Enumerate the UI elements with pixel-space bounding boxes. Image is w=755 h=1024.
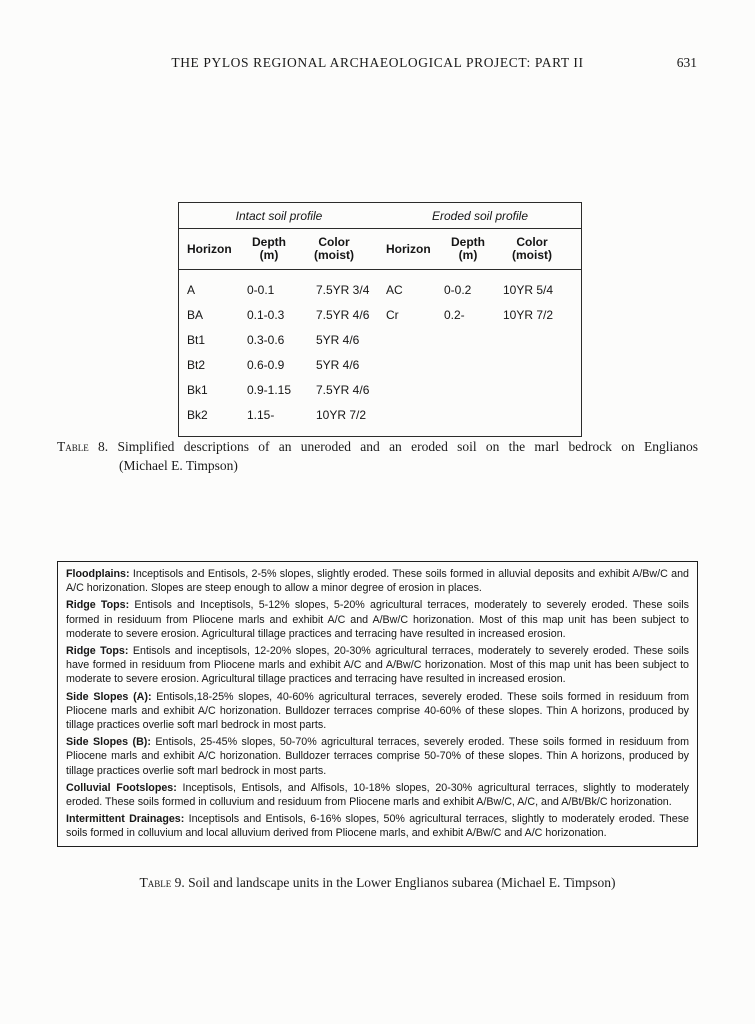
table8-column-header-depth-intact <box>235 236 303 262</box>
table8-column-header-color-eroded <box>499 236 581 262</box>
table8-caption <box>57 437 698 475</box>
unit-paragraph-floodplains <box>66 567 689 595</box>
unit-paragraph-side-slopes-b <box>66 735 689 778</box>
table8-body <box>179 270 581 436</box>
unit-term: Ridge Tops: <box>66 645 129 658</box>
cell-depth: 0.6-0.9 <box>247 357 285 372</box>
cell-horizon: Bk2 <box>187 407 208 422</box>
column-sublabel: (moist) <box>314 248 354 262</box>
cell-depth: 0-0.2 <box>444 282 472 297</box>
running-head-row <box>0 55 755 75</box>
unit-paragraph-colluvial-footslopes <box>66 781 689 809</box>
table8-caption-line1 <box>57 437 698 456</box>
table8-group-header-row <box>179 203 581 229</box>
unit-text: Entisols and inceptisols, 12-20% slopes, 20-30% agricultural terraces, moderately to severely eroded. These soils have formed in residuum from Pliocene marls and exhibit A/C and A/Bw/C horizonation. Most of this map unit has been subject to moderate to severe erosion. Agricultural tillage practices and terracing have resulted in increased erosion. <box>66 645 689 686</box>
table-9-box <box>57 561 698 847</box>
column-label: Horizon <box>187 241 232 256</box>
unit-text: Inceptisols, Entisols, and Alfisols, 10-18% slopes, 20-30% agricultural terraces, slightly to moderately eroded. These soils formed in colluvium and residuum from Pliocene marls and exhibit A/Bw/C, A/C, and A/Bt/Bk/C horizonation. <box>66 781 689 809</box>
unit-text: Entisols,18-25% slopes, 40-60% agricultural terraces, severely eroded. These soils formed in residuum from Pliocene marls and exhibit A/C horizonation. Bulldozer terraces comprise 40-60% of these slopes. Thin A horizons, produced by tillage practices overlie soft marl bedrock in most parts. <box>66 690 689 732</box>
unit-term: Colluvial Footslopes: <box>66 781 177 794</box>
cell-color: 5YR 4/6 <box>316 357 360 372</box>
unit-paragraph-ridge-tops-1 <box>66 598 689 641</box>
unit-paragraph-side-slopes-a <box>66 690 689 733</box>
table8-column-header-color-intact <box>303 236 379 262</box>
table8-caption-body: Simplified descriptions of an uneroded and an eroded soil on the marl bedrock on Englianos <box>117 439 698 454</box>
column-label: Depth <box>252 235 286 249</box>
cell-depth: 0.9-1.15 <box>247 382 292 397</box>
table8-caption-label: Table 8. <box>57 439 109 454</box>
column-label: Horizon <box>386 241 431 256</box>
column-sublabel: (m) <box>259 248 279 262</box>
cell-color: 7.5YR 4/6 <box>316 382 370 397</box>
table8-column-header-depth-eroded <box>437 236 499 262</box>
cell-depth: 0.3-0.6 <box>247 332 285 347</box>
table9-caption-body: Soil and landscape units in the Lower Englianos subarea (Michael E. Timpson) <box>188 875 616 890</box>
unit-text: Entisols and Inceptisols, 5-12% slopes, 5-20% agricultural terraces, moderately to severely eroded. These soils formed in residuum from Pliocene marls and exhibit A/C and A/Bw/C horizonation. Most of this map unit has been subject to moderate to severe erosion. Agricultural tillage practices and terracing have resulted in increased erosion. <box>66 599 689 640</box>
table9-caption-label: Table 9. <box>139 875 185 890</box>
table8-column-header-horizon-intact <box>179 243 235 256</box>
table-row <box>179 352 581 377</box>
table8-group-header-eroded: Eroded soil profile <box>431 208 529 223</box>
table-row <box>179 377 581 402</box>
column-label: Depth <box>451 235 485 249</box>
cell-horizon: Bk1 <box>187 382 208 397</box>
column-sublabel: (moist) <box>512 248 552 262</box>
cell-color: 7.5YR 4/6 <box>316 307 370 322</box>
cell-depth: 0.2- <box>444 307 465 322</box>
unit-paragraph-ridge-tops-2 <box>66 644 689 687</box>
table-row <box>179 302 581 327</box>
unit-term: Side Slopes (A): <box>66 690 152 703</box>
unit-text: Inceptisols and Entisols, 2-5% slopes, slightly eroded. These soils formed in alluvial deposits and exhibit A/Bw/C and A/C horizonation. Slopes are steep enough to allow a minor degree of erosion in places. <box>66 568 689 595</box>
cell-horizon: AC <box>386 282 403 297</box>
cell-depth: 0-0.1 <box>247 282 275 297</box>
table8-caption-credit: (Michael E. Timpson) <box>119 458 238 473</box>
column-label: Color <box>318 235 350 249</box>
page-number: 631 <box>676 55 697 70</box>
unit-text: Entisols, 25-45% slopes, 50-70% agricultural terraces, severely eroded. These soils formed in residuum from Pliocene marls and exhibit A/C horizonation. Bulldozer terraces comprise 50-70% of these slopes. Thin A horizons, produced by tillage practices overlie soft marl bedrock in most parts. <box>66 736 689 777</box>
column-label: Color <box>516 235 548 249</box>
cell-color: 10YR 7/2 <box>316 407 367 422</box>
cell-color: 10YR 7/2 <box>503 307 554 322</box>
table8-group-header-intact: Intact soil profile <box>235 208 323 223</box>
table8-column-header-row <box>179 229 581 270</box>
unit-term: Ridge Tops: <box>66 599 130 612</box>
cell-horizon: Cr <box>386 307 399 322</box>
running-head-title: THE PYLOS REGIONAL ARCHAEOLOGICAL PROJECT: PART II <box>171 55 584 70</box>
cell-depth: 1.15- <box>247 407 275 422</box>
table-row <box>179 402 581 427</box>
unit-text: Inceptisols and Entisols, 6-16% slopes, 50% agricultural terraces, slightly to moderately eroded. These soils formed in colluvium and local alluvium derived from Pliocene marls, and exhibit A/Bw/C and A/C horizonation. <box>66 813 689 840</box>
table8-column-header-horizon-eroded <box>379 243 437 256</box>
table-row <box>179 277 581 302</box>
table9-caption <box>0 875 755 891</box>
unit-term: Floodplains: <box>66 568 130 580</box>
unit-term: Side Slopes (B): <box>66 736 151 749</box>
table-8 <box>178 202 582 437</box>
cell-color: 5YR 4/6 <box>316 332 360 347</box>
cell-color: 10YR 5/4 <box>503 282 554 297</box>
cell-color: 7.5YR 3/4 <box>316 282 370 297</box>
table-row <box>179 327 581 352</box>
cell-horizon: Bt2 <box>187 357 206 372</box>
cell-depth: 0.1-0.3 <box>247 307 285 322</box>
unit-term: Intermittent Drainages: <box>66 813 185 826</box>
cell-horizon: BA <box>187 307 204 322</box>
column-sublabel: (m) <box>458 248 478 262</box>
unit-paragraph-intermittent-drainages <box>66 812 689 840</box>
cell-horizon: A <box>187 282 196 297</box>
cell-horizon: Bt1 <box>187 332 206 347</box>
